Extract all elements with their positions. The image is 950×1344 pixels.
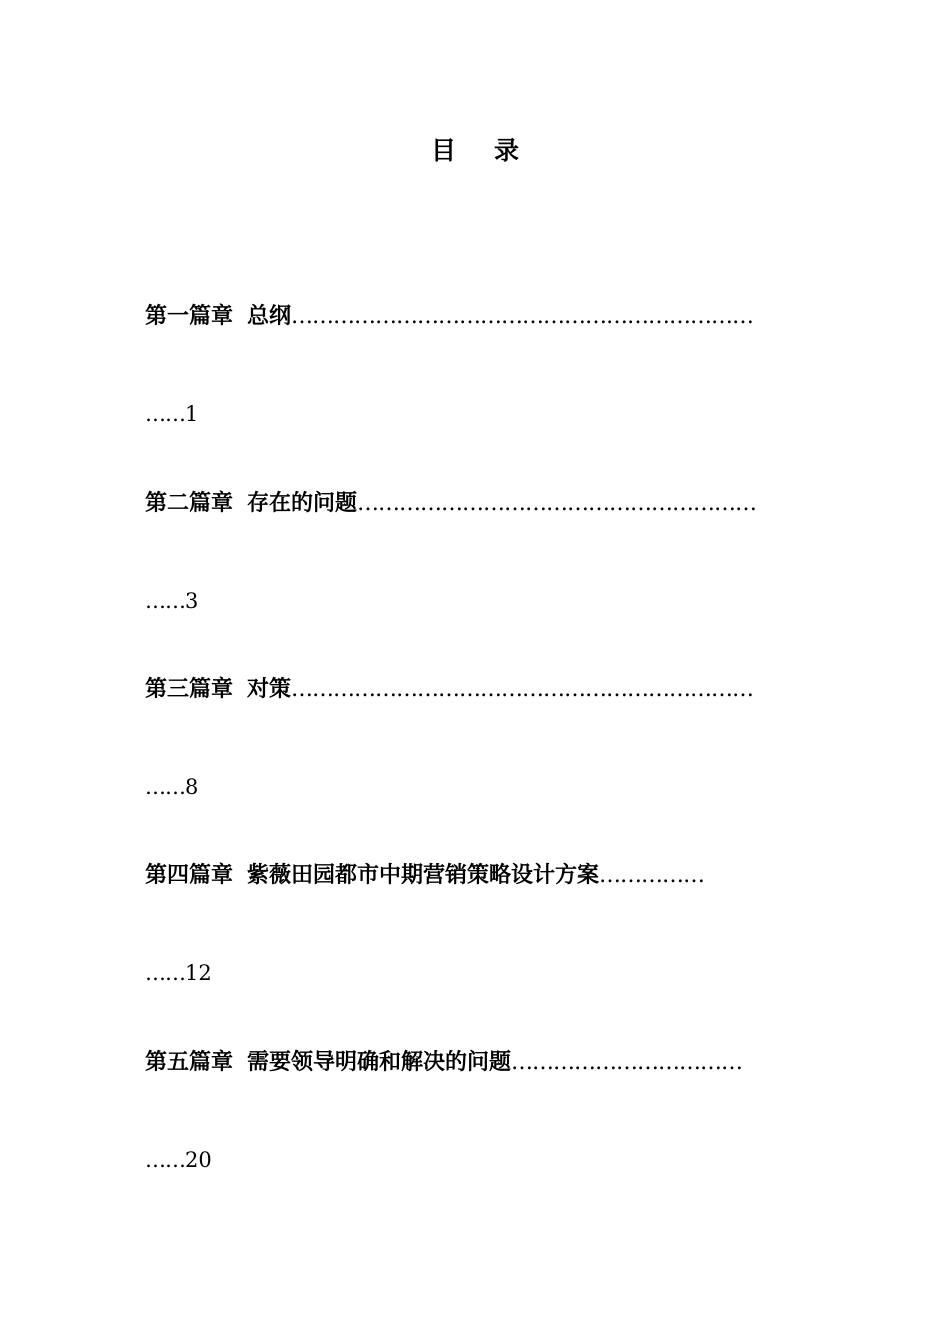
toc-page-number: 8 [185,775,199,799]
toc-chapter-number: 第三篇章 [145,676,234,702]
toc-chapter-name: 总纲 [247,303,292,329]
toc-page-number: 20 [185,1148,212,1172]
toc-continuation-dots: …… [145,961,185,985]
toc-chapter-number: 第一篇章 [145,303,234,329]
toc-entry-line [145,672,795,706]
toc-leader-dots: …………… [599,863,705,888]
toc-page-line [145,956,212,990]
toc-entry-line [145,486,795,520]
toc-chapter-name: 紫薇田园都市中期营销策略设计方案 [247,862,600,888]
toc-page-line [145,1143,212,1177]
toc-page-number: 1 [185,402,199,426]
toc-leader-dots: ………………………………………………… [357,491,757,516]
toc-chapter-number: 第二篇章 [145,490,234,516]
toc-heading [145,303,291,329]
toc-heading [145,490,357,516]
toc-page-line [145,397,198,431]
toc-continuation-dots: …… [145,1148,185,1172]
toc-page-line [145,770,198,804]
toc-leader-dots: …………………………… [511,1050,743,1075]
toc-page-line [145,584,198,618]
toc-entry-line [145,1045,795,1079]
toc-continuation-dots: …… [145,775,185,799]
toc-chapter-name: 对策 [247,676,292,702]
toc-page-number: 3 [185,589,199,613]
toc-heading [145,676,291,702]
toc-entry-line [145,858,795,892]
toc-heading [145,862,599,888]
toc-chapter-number: 第四篇章 [145,862,234,888]
title-part-1: 目 [430,136,456,165]
toc-heading [145,1049,511,1075]
toc-entry-line [145,299,795,333]
toc-leader-dots: ………………………………………………………… [291,304,754,329]
toc-continuation-dots: …… [145,402,185,426]
page-title [0,134,950,168]
toc-continuation-dots: …… [145,589,185,613]
toc-chapter-name: 需要领导明确和解决的问题 [247,1049,512,1075]
toc-leader-dots: ………………………………………………………… [291,677,754,702]
toc-chapter-number: 第五篇章 [145,1049,234,1075]
toc-page-number: 12 [185,961,212,985]
title-part-2: 录 [494,136,520,165]
toc-chapter-name: 存在的问题 [247,490,358,516]
